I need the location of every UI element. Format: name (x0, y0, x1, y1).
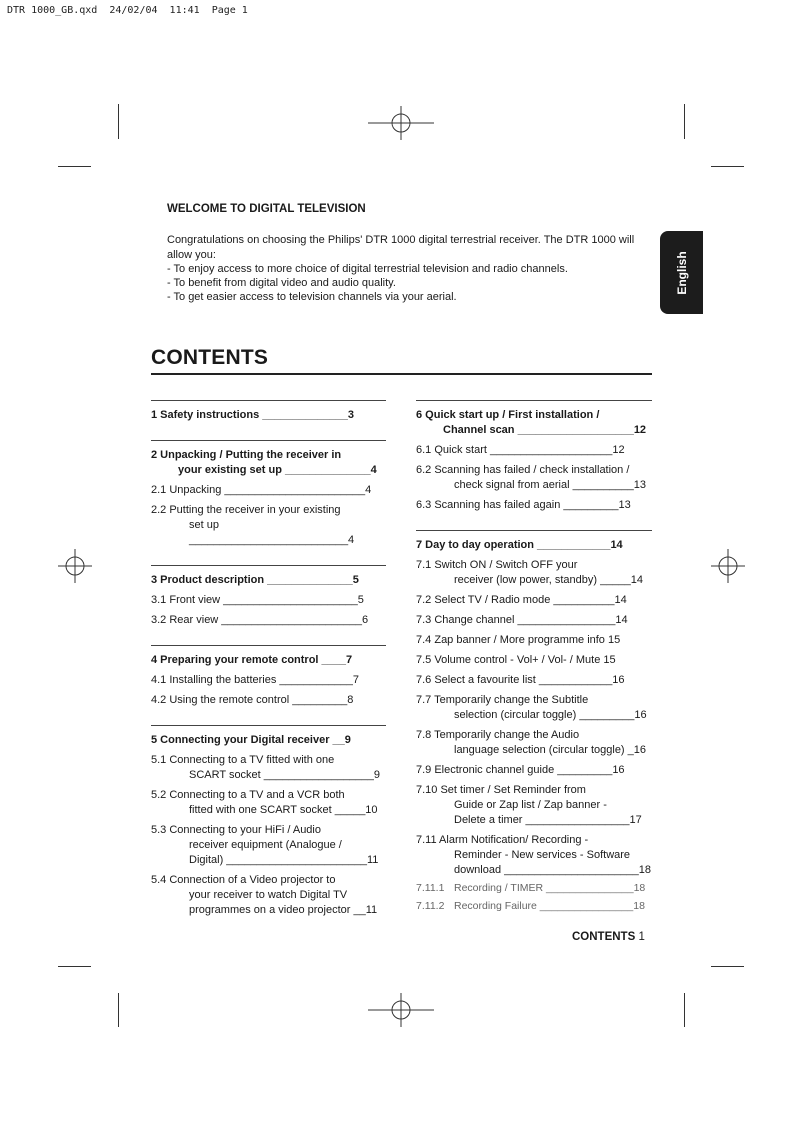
toc-section (151, 565, 386, 628)
toc-entry-line: receiver (low power, standby) _____14 (454, 574, 643, 586)
toc-entry-line: fitted with one SCART socket _____10 (189, 804, 378, 816)
toc-entry-line: 3.2 Rear view _______________________6 (151, 614, 369, 626)
toc-entry (416, 833, 652, 878)
toc-entry-line: 4.2 Using the remote control _________8 (151, 694, 354, 706)
toc-subentry (416, 899, 652, 914)
toc-entry-line: 7.4 Zap banner / More programme info 15 (416, 634, 621, 646)
toc-entry-line: Reminder - New services - Software (454, 849, 631, 861)
footer-page-number: 1 (638, 931, 645, 943)
toc-section (416, 400, 652, 513)
registration-mark-left (58, 549, 92, 583)
toc-entry-line: 5.1 Connecting to a TV fitted with one (151, 754, 335, 766)
toc-subentry-text: Recording / TIMER _______________18 (454, 882, 646, 894)
toc-entry (416, 653, 652, 668)
toc-entry (416, 498, 652, 513)
language-tab-label: English (674, 250, 689, 295)
toc-section (416, 530, 652, 914)
toc-section-heading (151, 441, 386, 478)
contents-title: CONTENTS (151, 346, 269, 369)
toc-entry (151, 483, 386, 498)
toc-entry-line: 7.2 Select TV / Radio mode __________14 (416, 594, 627, 606)
toc-heading-line: 5 Connecting your Digital receiver __9 (151, 734, 351, 746)
crop-mark-right-upper (711, 166, 744, 167)
crop-mark-left-upper (58, 166, 91, 167)
toc-heading-line: 3 Product description ______________5 (151, 574, 359, 586)
toc-entry-line: 4.1 Installing the batteries ____________7 (151, 674, 359, 686)
toc-entry-line: 7.9 Electronic channel guide _________16 (416, 764, 625, 776)
toc-entry-line: Digital) _______________________11 (189, 854, 379, 866)
toc-entry-line: 7.10 Set timer / Set Reminder from (416, 784, 586, 796)
footer-label: CONTENTS (572, 931, 636, 943)
toc-entry-line: 7.1 Switch ON / Switch OFF your (416, 559, 578, 571)
toc-entry (416, 443, 652, 458)
toc-section (151, 440, 386, 548)
toc-subentry-text: Recording Failure ________________18 (454, 900, 645, 912)
welcome-title: WELCOME TO DIGITAL TELEVISION (167, 203, 366, 215)
toc-heading-line: Channel scan ___________________12 (443, 424, 647, 436)
contents-title-rule (151, 373, 652, 375)
toc-entry-line: selection (circular toggle) _________16 (454, 709, 647, 721)
toc-entry (151, 753, 386, 783)
toc-heading-line: 2 Unpacking / Putting the receiver in (151, 449, 342, 461)
contents-column-left (151, 400, 386, 918)
toc-section (151, 725, 386, 918)
toc-entry-line: Guide or Zap list / Zap banner - (454, 799, 607, 811)
toc-entry-line: 7.8 Temporarily change the Audio (416, 729, 580, 741)
toc-entry-line: 5.3 Connecting to your HiFi / Audio (151, 824, 321, 836)
crop-mark-left-lower (58, 966, 91, 967)
toc-entry (416, 728, 652, 758)
toc-section-heading (151, 726, 386, 748)
toc-entry-line: programmes on a video projector __11 (189, 904, 378, 916)
toc-entry (416, 763, 652, 778)
toc-section-heading (416, 401, 652, 438)
welcome-bullet: - To enjoy access to more choice of digital terrestrial television and radio channels. (167, 263, 568, 275)
toc-entry-line: 7.11 Alarm Notification/ Recording - (416, 834, 589, 846)
contents-column-right (416, 400, 652, 914)
toc-entry-line: 6.1 Quick start ____________________12 (416, 444, 625, 456)
toc-entry (151, 593, 386, 608)
toc-entry-line: 3.1 Front view ______________________5 (151, 594, 364, 606)
toc-entry (416, 633, 652, 648)
welcome-intro: Congratulations on choosing the Philips' DTR 1000 digital terrestrial receiver. The DTR 1000 will allow you: (167, 234, 635, 261)
toc-entry-line: receiver equipment (Analogue / (189, 839, 342, 851)
page-footer (572, 931, 645, 943)
toc-entry (151, 693, 386, 708)
registration-mark-bottom (368, 993, 434, 1027)
toc-entry (151, 673, 386, 688)
toc-entry (416, 613, 652, 628)
toc-heading-line: 7 Day to day operation ____________14 (416, 539, 623, 551)
toc-entry-line: set up __________________________4 (189, 519, 355, 546)
toc-section-heading (151, 566, 386, 588)
toc-subentry (416, 881, 652, 896)
toc-subentry-number: 7.11.2 (416, 900, 445, 912)
toc-entry (416, 783, 652, 828)
toc-heading-line: 4 Preparing your remote control ____7 (151, 654, 353, 666)
toc-section-heading (416, 531, 652, 553)
toc-entry-line: 7.6 Select a favourite list ____________16 (416, 674, 625, 686)
toc-entry (416, 693, 652, 723)
toc-entry (151, 788, 386, 818)
toc-entry-line: 6.3 Scanning has failed again _________13 (416, 499, 631, 511)
registration-mark-top (368, 106, 434, 140)
toc-section-heading (151, 646, 386, 668)
toc-entry-line: 7.5 Volume control - Vol+ / Vol- / Mute 15 (416, 654, 616, 666)
toc-entry (151, 613, 386, 628)
language-tab (660, 231, 703, 314)
toc-heading-line: 6 Quick start up / First installation / (416, 409, 600, 421)
toc-entry-line: 2.1 Unpacking _______________________4 (151, 484, 372, 496)
toc-entry (151, 823, 386, 868)
toc-entry (416, 673, 652, 688)
toc-entry-line: 6.2 Scanning has failed / check installation / (416, 464, 630, 476)
toc-entry-line: download ______________________18 (454, 864, 651, 876)
toc-entry (416, 593, 652, 608)
registration-mark-right (711, 549, 745, 583)
toc-entry-line: SCART socket __________________9 (189, 769, 381, 781)
toc-entry (151, 503, 386, 548)
toc-entry-line: your receiver to watch Digital TV (189, 889, 348, 901)
toc-subentry-number: 7.11.1 (416, 882, 445, 894)
crop-mark-right-lower (711, 966, 744, 967)
crop-mark-top-left (118, 104, 119, 139)
toc-heading-line: 1 Safety instructions ______________3 (151, 409, 355, 421)
toc-entry-line: language selection (circular toggle) _16 (454, 744, 647, 756)
toc-section (151, 400, 386, 423)
toc-heading-line: your existing set up ______________4 (178, 464, 377, 476)
toc-entry-line: 5.4 Connection of a Video projector to (151, 874, 336, 886)
toc-entry (416, 463, 652, 493)
toc-entry-line: 2.2 Putting the receiver in your existing (151, 504, 341, 516)
toc-entry-line: 7.3 Change channel ________________14 (416, 614, 628, 626)
toc-section (151, 645, 386, 708)
crop-mark-bottom-left (118, 993, 119, 1027)
toc-section-heading (151, 401, 386, 423)
crop-mark-top-right (684, 104, 685, 139)
file-slug: DTR 1000_GB.qxd 24/02/04 11:41 Page 1 (7, 5, 248, 16)
crop-mark-bottom-right (684, 993, 685, 1027)
toc-entry-line: Delete a timer _________________17 (454, 814, 642, 826)
welcome-bullet: - To benefit from digital video and audio quality. (167, 277, 396, 289)
toc-entry-line: 5.2 Connecting to a TV and a VCR both (151, 789, 345, 801)
toc-entry (151, 873, 386, 918)
welcome-bullet: - To get easier access to television channels via your aerial. (167, 291, 457, 303)
toc-entry (416, 558, 652, 588)
toc-entry-line: 7.7 Temporarily change the Subtitle (416, 694, 589, 706)
toc-entry-line: check signal from aerial __________13 (454, 479, 647, 491)
